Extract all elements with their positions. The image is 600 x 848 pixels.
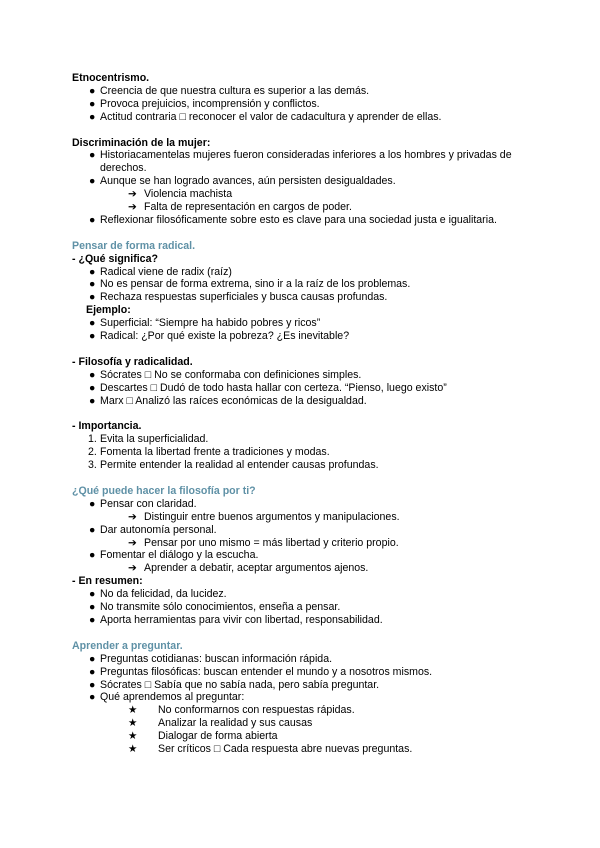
list-item: ● Aunque se han logrado avances, aún persisten desigualdades. bbox=[89, 175, 396, 188]
list-item: ● Pensar con claridad. bbox=[89, 497, 197, 510]
bullet-icon: ● bbox=[89, 665, 96, 678]
sub-list-item: ➔ Pensar por uno mismo = más libertad y criterio propio. bbox=[128, 536, 399, 549]
bullet-icon: ● bbox=[89, 549, 96, 562]
bullet-icon: ● bbox=[89, 149, 96, 162]
list-item: ● Aporta herramientas para vivir con libertad, responsabilidad. bbox=[89, 613, 383, 626]
bullet-icon: ● bbox=[89, 84, 96, 97]
list-item: ● Superficial: “Siempre ha habido pobres y ricos” bbox=[89, 317, 321, 330]
list-item: ● Sócrates □ Sabía que no sabía nada, pero sabía preguntar. bbox=[89, 678, 380, 691]
bullet-icon: ● bbox=[89, 497, 96, 510]
list-item: ● Historiacamentelas mujeres fueron consideradas inferiores a los hombres y privadas de derechos. bbox=[89, 149, 512, 175]
list-item: ● Reflexionar filosóficamente sobre esto es clave para una sociedad justa e igualitaria. bbox=[89, 213, 497, 226]
arrow-icon: ➔ bbox=[128, 188, 137, 201]
list-item: ● Creencia de que nuestra cultura es superior a las demás. bbox=[89, 84, 370, 97]
bullet-icon: ● bbox=[89, 110, 96, 123]
bullet-icon: ● bbox=[89, 601, 96, 614]
list-item: ● Radical viene de radix (raíz) bbox=[89, 265, 232, 278]
en-resumen-title: - En resumen: bbox=[72, 575, 143, 588]
bullet-icon: ● bbox=[89, 175, 96, 188]
bullet-icon: ● bbox=[89, 678, 96, 691]
document-content bbox=[72, 72, 532, 756]
list-item: ● Dar autonomía personal. bbox=[89, 523, 217, 536]
star-item: ★ No conformarnos con respuestas rápidas. bbox=[128, 704, 355, 717]
filosofia-heading: ¿Qué puede hacer la filosofía por ti? bbox=[72, 484, 256, 497]
bullet-icon: ● bbox=[89, 394, 96, 407]
number-3: 3. bbox=[88, 459, 97, 472]
star-item: ★ Analizar la realidad y sus causas bbox=[128, 717, 313, 730]
list-item: ● Marx □ Analizó las raíces económicas de la desigualdad. bbox=[89, 394, 367, 407]
star-item: ★ Dialogar de forma abierta bbox=[128, 730, 278, 743]
bullet-icon: ● bbox=[89, 265, 96, 278]
arrow-icon: ➔ bbox=[128, 201, 137, 214]
discriminacion-title: Discriminación de la mujer: bbox=[72, 136, 211, 149]
bullet-icon: ● bbox=[89, 691, 96, 704]
list-item: ● Preguntas cotidianas: buscan información rápida. bbox=[89, 652, 333, 665]
bullet-icon: ● bbox=[89, 588, 96, 601]
number-1: 1. bbox=[88, 433, 97, 446]
bullet-icon: ● bbox=[89, 278, 96, 291]
importancia-title: - Importancia. bbox=[72, 420, 142, 433]
bullet-icon: ● bbox=[89, 652, 96, 665]
filosofia-radicalidad-title: - Filosofía y radicalidad. bbox=[72, 355, 193, 368]
preguntar-heading: Aprender a preguntar. bbox=[72, 639, 183, 652]
bullet-icon: ● bbox=[89, 381, 96, 394]
numbered-item: 3. Permite entender la realidad al entender causas profundas. bbox=[88, 459, 379, 472]
sub-list-item: ➔ Falta de representación en cargos de poder. bbox=[128, 201, 352, 214]
star-item: ★ Ser críticos □ Cada respuesta abre nuevas preguntas. bbox=[128, 743, 413, 756]
bullet-icon: ● bbox=[89, 330, 96, 343]
bullet-icon: ● bbox=[89, 317, 96, 330]
list-item: ● Preguntas filosóficas: buscan entender el mundo y a nosotros mismos. bbox=[89, 665, 433, 678]
bullet-icon: ● bbox=[89, 213, 96, 226]
list-item: ● Fomentar el diálogo y la escucha. bbox=[89, 549, 259, 562]
bullet-icon: ● bbox=[89, 368, 96, 381]
list-item: ● Sócrates □ No se conformaba con definiciones simples. bbox=[89, 368, 362, 381]
star-icon: ★ bbox=[128, 730, 138, 743]
que-significa-title: - ¿Qué significa? bbox=[72, 252, 158, 265]
star-icon: ★ bbox=[128, 704, 138, 717]
list-item: ● No transmite sólo conocimientos, enseña a pensar. bbox=[89, 601, 341, 614]
sub-list-item: ➔ Distinguir entre buenos argumentos y manipulaciones. bbox=[128, 510, 400, 523]
ejemplo-label: Ejemplo: bbox=[86, 304, 131, 317]
bullet-icon: ● bbox=[89, 523, 96, 536]
list-item: ● Actitud contraria □ reconocer el valor de cadacultura y aprender de ellas. bbox=[89, 110, 442, 123]
numbered-item: 1. Evita la superficialidad. bbox=[88, 433, 209, 446]
list-item: ● Descartes □ Dudó de todo hasta hallar con certeza. “Pienso, luego existo” bbox=[89, 381, 447, 394]
list-item: ● Provoca prejuicios, incomprensión y conflictos. bbox=[89, 97, 320, 110]
sub-list-item: ➔ Violencia machista bbox=[128, 188, 233, 201]
etnocentrismo-title: Etnocentrismo. bbox=[72, 72, 150, 84]
bullet-icon: ● bbox=[89, 97, 96, 110]
sub-list-item: ➔ Aprender a debatir, aceptar argumentos ajenos. bbox=[128, 562, 369, 575]
star-icon: ★ bbox=[128, 717, 138, 730]
star-icon: ★ bbox=[128, 743, 138, 756]
list-item: ● No es pensar de forma extrema, sino ir a la raíz de los problemas. bbox=[89, 278, 411, 291]
radical-heading: Pensar de forma radical. bbox=[72, 239, 196, 252]
arrow-icon: ➔ bbox=[128, 510, 137, 523]
list-item: ● Radical: ¿Por qué existe la pobreza? ¿Es inevitable? bbox=[89, 330, 350, 343]
arrow-icon: ➔ bbox=[128, 562, 137, 575]
bullet-icon: ● bbox=[89, 613, 96, 626]
list-item: ● Rechaza respuestas superficiales y busca causas profundas. bbox=[89, 291, 388, 304]
numbered-item: 2. Fomenta la libertad frente a tradiciones y modas. bbox=[88, 446, 330, 459]
number-2: 2. bbox=[88, 446, 97, 459]
list-item: ● Qué aprendemos al preguntar: bbox=[89, 691, 245, 704]
bullet-icon: ● bbox=[89, 291, 96, 304]
list-item: ● No da felicidad, da lucidez. bbox=[89, 588, 227, 601]
arrow-icon: ➔ bbox=[128, 536, 137, 549]
